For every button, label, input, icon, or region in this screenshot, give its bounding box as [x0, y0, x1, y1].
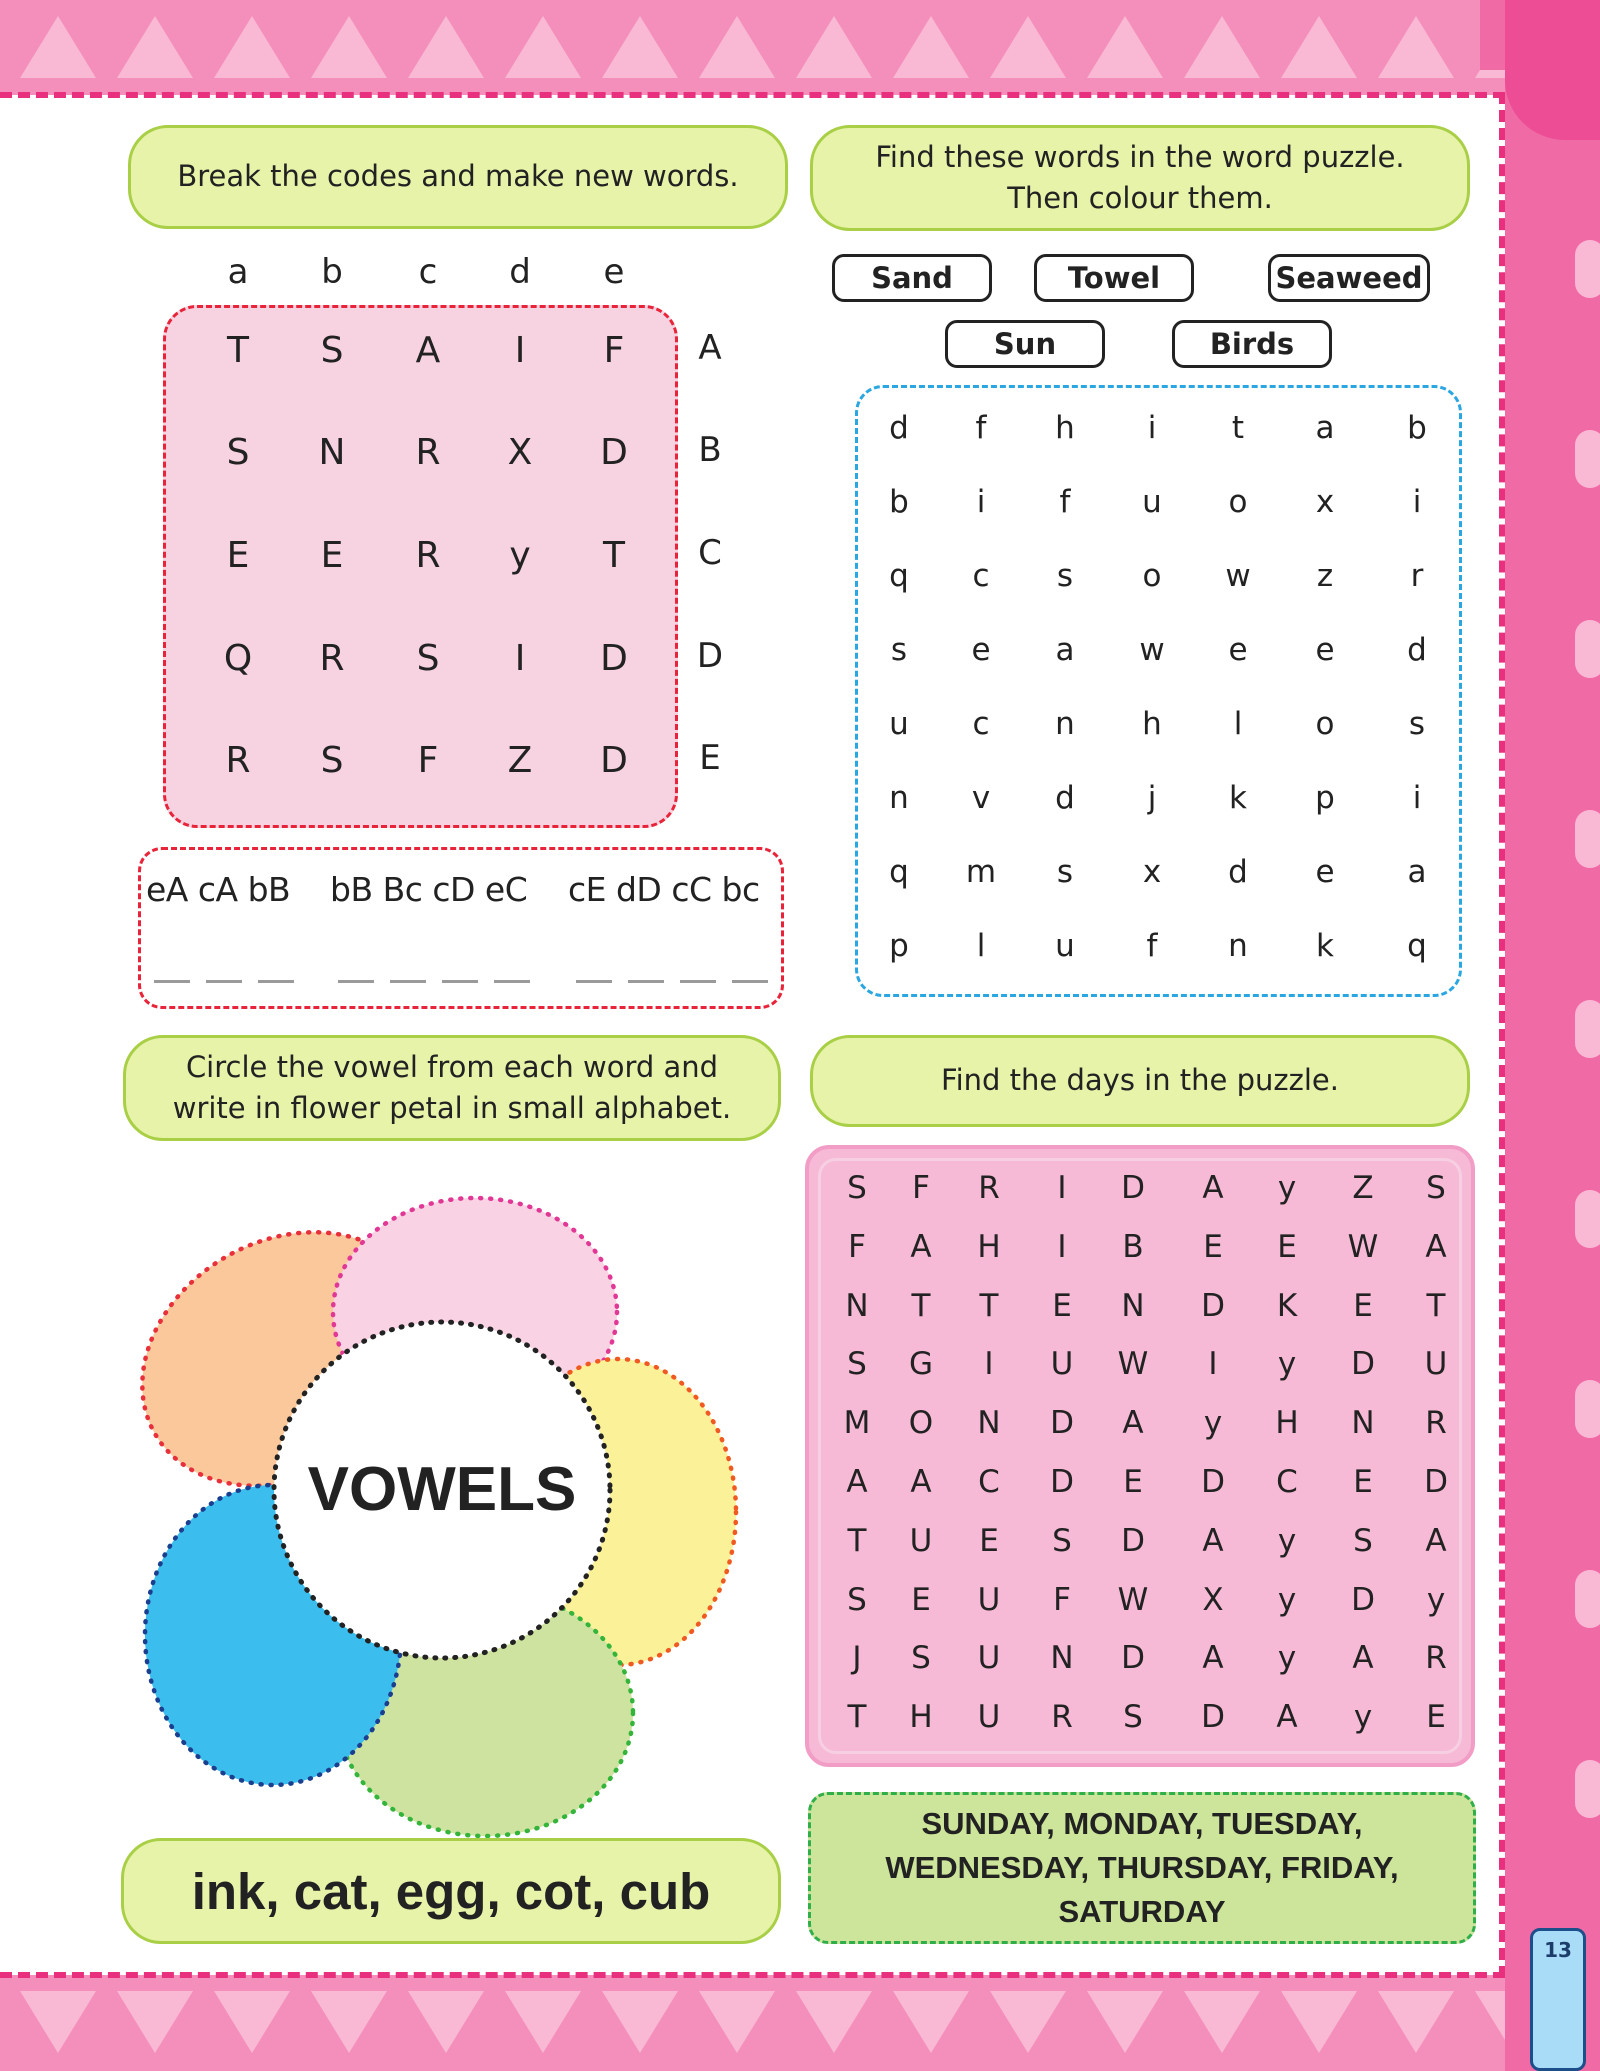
days-grid-letter[interactable]: F [1053, 1581, 1071, 1618]
decorative-triangle [408, 1991, 484, 2053]
bottom-border-band [0, 1975, 1600, 2071]
code-grid-cell: S [320, 740, 344, 781]
word-grid-letter[interactable]: n [889, 780, 909, 816]
days-grid-letter[interactable]: y [1277, 1581, 1297, 1618]
days-grid-letter[interactable]: D [1121, 1170, 1145, 1206]
word-grid-letter[interactable]: h [1142, 706, 1162, 742]
days-grid-letter[interactable]: T [979, 1287, 999, 1324]
answer-blank[interactable] [628, 980, 664, 983]
word-grid-letter[interactable]: t [1231, 410, 1245, 446]
days-grid-letter[interactable]: A [1425, 1522, 1447, 1559]
days-grid-letter[interactable]: S [1123, 1699, 1143, 1736]
days-grid-letter[interactable]: A [1122, 1405, 1144, 1442]
days-grid-letter[interactable]: U [909, 1522, 933, 1559]
row-label: C [698, 533, 722, 573]
decorative-triangle [408, 16, 484, 78]
days-grid-letter[interactable]: I [1208, 1346, 1218, 1383]
answer-blank[interactable] [732, 980, 768, 983]
days-grid-letter[interactable]: E [1353, 1287, 1373, 1324]
word-grid-letter[interactable]: i [1147, 410, 1157, 446]
word-grid-letter[interactable]: d [1407, 632, 1427, 668]
sidebar-decoration [1575, 620, 1600, 678]
decorative-triangle [311, 1991, 387, 2053]
page-dashed-border [1499, 92, 1505, 1978]
word-grid-letter[interactable]: e [971, 632, 991, 668]
days-grid-letter[interactable]: S [847, 1581, 867, 1618]
page-dashed-border [0, 1972, 1505, 1978]
word-grid-letter[interactable]: i [1412, 780, 1422, 816]
days-grid-letter[interactable]: D [1351, 1581, 1375, 1618]
word-grid-letter[interactable]: o [1228, 484, 1248, 520]
days-grid-letter[interactable]: R [1425, 1405, 1447, 1442]
row-label: D [696, 636, 724, 676]
days-grid-letter[interactable]: F [848, 1228, 866, 1265]
word-grid-letter[interactable]: n [1228, 928, 1248, 964]
word-grid-letter[interactable]: f [1059, 484, 1071, 520]
code-grid-cell: y [509, 535, 531, 576]
sidebar-decoration [1575, 1570, 1600, 1628]
word-grid-letter[interactable]: e [1315, 854, 1335, 890]
word-grid-letter[interactable]: q [889, 558, 909, 594]
decorative-triangle [602, 16, 678, 78]
days-grid-letter[interactable]: y [1277, 1170, 1297, 1206]
days-grid-letter[interactable]: U [1050, 1346, 1074, 1383]
decorative-triangle [505, 1991, 581, 2053]
days-grid-letter[interactable]: y [1203, 1405, 1223, 1442]
word-grid-letter[interactable]: u [1055, 928, 1075, 964]
answer-blank[interactable] [576, 980, 612, 983]
days-grid-letter[interactable]: E [979, 1522, 999, 1559]
word-grid-letter[interactable]: p [889, 928, 909, 964]
code-grid-cell: R [415, 432, 441, 473]
days-grid-letter[interactable]: y [1277, 1522, 1297, 1559]
decorative-triangle [990, 16, 1066, 78]
days-grid-letter[interactable]: A [1425, 1228, 1447, 1265]
days-grid-letter[interactable]: U [1424, 1346, 1448, 1383]
decorative-triangle [699, 16, 775, 78]
decorative-triangle [1281, 1991, 1357, 2053]
code-grid-cell: I [514, 638, 526, 679]
column-label: b [321, 252, 343, 292]
page-dashed-border [0, 92, 1505, 98]
days-grid-letter[interactable]: S [1052, 1522, 1072, 1559]
code-grid-cell: A [415, 330, 441, 371]
vowel-words-box [121, 1838, 781, 1944]
days-grid-letter[interactable]: W [1347, 1228, 1379, 1265]
code-grid-cell: D [600, 432, 628, 473]
days-grid-letter[interactable]: E [1203, 1228, 1223, 1265]
word-to-find: Sand [832, 254, 992, 302]
word-grid-letter[interactable]: b [889, 484, 909, 520]
decorative-triangle [1184, 1991, 1260, 2053]
days-grid-letter[interactable]: A [910, 1228, 932, 1265]
code-group: eA cA bB [146, 870, 291, 909]
code-grid-cell: N [318, 432, 346, 473]
days-grid-letter[interactable]: N [845, 1287, 869, 1324]
word-grid-letter[interactable]: i [1412, 484, 1422, 520]
days-grid-letter[interactable]: T [1426, 1287, 1446, 1324]
flower-center-label: VOWELS [307, 1455, 577, 1524]
days-grid-letter[interactable]: I [1057, 1170, 1067, 1206]
days-list-line: SUNDAY, MONDAY, TUESDAY, [921, 1805, 1363, 1841]
days-grid-letter[interactable]: R [1051, 1699, 1073, 1736]
decorative-triangle [20, 16, 96, 78]
days-grid-letter[interactable]: A [1276, 1699, 1298, 1736]
days-grid-letter[interactable]: X [1202, 1581, 1224, 1618]
instruction-text: Circle the vowel from each word and write in flower petal in small alphabet. [172, 1049, 732, 1125]
decorative-triangle [1184, 16, 1260, 78]
word-search-box [855, 385, 1462, 997]
word-grid-letter[interactable]: q [889, 854, 909, 890]
days-grid-letter[interactable]: R [1425, 1640, 1447, 1677]
days-grid-letter[interactable]: D [1121, 1522, 1145, 1559]
days-grid-letter[interactable]: S [847, 1170, 867, 1206]
word-grid-letter[interactable]: s [890, 632, 908, 668]
answer-blank[interactable] [206, 980, 242, 983]
sidebar-decoration [1575, 1760, 1600, 1818]
code-grid-cell: T [603, 535, 625, 576]
answer-blank[interactable] [390, 980, 426, 983]
days-grid-letter[interactable]: I [984, 1346, 994, 1383]
days-grid-letter[interactable]: O [908, 1405, 934, 1442]
code-grid-cell: X [507, 432, 533, 473]
word-grid-letter[interactable]: x [1315, 484, 1335, 520]
word-grid-letter[interactable]: l [1233, 706, 1243, 742]
days-grid-letter[interactable]: y [1353, 1699, 1373, 1736]
sidebar-decoration [1575, 430, 1600, 488]
decorative-triangle [796, 1991, 872, 2053]
days-grid-letter[interactable]: M [843, 1405, 871, 1442]
word-grid-letter[interactable]: v [971, 780, 991, 816]
word-grid-letter[interactable]: w [1225, 558, 1251, 594]
days-grid-letter[interactable]: U [977, 1581, 1001, 1618]
instruction-text: Find these words in the word puzzle. Then colour them. [875, 139, 1405, 215]
days-grid-letter[interactable]: W [1117, 1581, 1149, 1618]
sidebar-decoration [1575, 1380, 1600, 1438]
word-grid-letter[interactable]: s [1056, 854, 1074, 890]
days-grid-letter[interactable]: A [1202, 1170, 1224, 1206]
word-grid-letter[interactable]: e [1228, 632, 1248, 668]
word-to-find: Birds [1172, 320, 1332, 368]
days-grid-letter[interactable]: D [1201, 1287, 1225, 1324]
word-grid-letter[interactable]: k [1229, 780, 1247, 816]
word-grid-letter[interactable]: o [1142, 558, 1162, 594]
word-grid-letter[interactable]: u [1142, 484, 1162, 520]
decorative-triangle [1378, 1991, 1454, 2053]
row-label: E [699, 738, 721, 778]
decorative-triangle [796, 16, 872, 78]
days-grid-letter[interactable]: D [1201, 1699, 1225, 1736]
days-grid-letter[interactable]: N [1050, 1640, 1074, 1677]
days-list-box [808, 1792, 1476, 1944]
word-grid-letter[interactable]: x [1142, 854, 1162, 890]
code-grid-cell: D [600, 638, 628, 679]
word-grid-letter[interactable]: d [1228, 854, 1248, 890]
days-grid-letter[interactable]: N [1121, 1287, 1145, 1324]
days-grid-letter[interactable]: A [1202, 1640, 1224, 1677]
code-grid-cell: F [417, 740, 439, 781]
decorative-triangle [214, 16, 290, 78]
days-grid-letter[interactable]: J [852, 1640, 862, 1677]
word-grid-letter[interactable]: e [1315, 632, 1335, 668]
code-grid-cell: S [226, 432, 250, 473]
answer-blank[interactable] [258, 980, 294, 983]
decorative-triangle [1087, 16, 1163, 78]
word-grid-letter[interactable]: c [972, 558, 990, 594]
top-border-band [0, 0, 1600, 95]
days-grid-letter[interactable]: T [847, 1522, 867, 1559]
days-list-line: WEDNESDAY, THURSDAY, FRIDAY, [885, 1849, 1399, 1885]
word-grid-letter[interactable]: u [889, 706, 909, 742]
column-label: c [418, 252, 438, 292]
days-grid-letter[interactable]: U [977, 1699, 1001, 1736]
column-label: d [509, 252, 531, 292]
code-grid-cell: F [603, 330, 625, 371]
answer-blank[interactable] [680, 980, 716, 983]
word-grid-letter[interactable]: b [1407, 410, 1427, 446]
code-grid-cell: D [600, 740, 628, 781]
word-grid-letter[interactable]: a [1315, 410, 1335, 446]
decorative-triangle [1087, 1991, 1163, 2053]
days-grid-letter[interactable]: E [1353, 1464, 1373, 1500]
row-label: B [698, 430, 722, 470]
word-grid-letter[interactable]: l [976, 928, 986, 964]
instruction-text: Find the days in the puzzle. [941, 1063, 1339, 1098]
decorative-triangle [117, 1991, 193, 2053]
days-grid-letter[interactable]: G [908, 1346, 934, 1383]
days-grid-letter[interactable]: B [1122, 1228, 1144, 1265]
days-grid-letter[interactable]: A [1202, 1522, 1224, 1559]
word-search-instruction [810, 125, 1470, 231]
sidebar-decoration [1575, 1190, 1600, 1248]
days-grid-letter[interactable]: R [978, 1170, 1000, 1206]
decorative-triangle [117, 16, 193, 78]
sidebar-decoration [1575, 240, 1600, 298]
decorative-triangle [1378, 16, 1454, 78]
days-grid-letter[interactable]: H [909, 1699, 933, 1736]
decorative-triangle [20, 1991, 96, 2053]
days-grid-letter[interactable]: S [1426, 1170, 1446, 1206]
decorative-triangle [699, 1991, 775, 2053]
days-grid-letter[interactable]: E [1277, 1228, 1297, 1265]
days-grid-letter[interactable]: D [1050, 1405, 1074, 1442]
answer-blank[interactable] [494, 980, 530, 983]
code-grid-cell: T [227, 330, 249, 371]
code-group: cE dD cC bc [568, 870, 760, 909]
word-grid-letter[interactable]: f [975, 410, 987, 446]
code-grid-cell: R [319, 638, 345, 679]
answer-blank[interactable] [442, 980, 478, 983]
days-grid-letter[interactable]: S [1353, 1522, 1373, 1559]
word-grid-letter[interactable]: s [1056, 558, 1074, 594]
corner-flap [1505, 0, 1600, 140]
code-grid-cell: R [415, 535, 441, 576]
days-grid-letter[interactable]: H [977, 1228, 1001, 1265]
days-instruction [810, 1035, 1470, 1127]
code-grid-cell: Z [507, 740, 533, 781]
word-grid-letter[interactable]: d [1055, 780, 1075, 816]
code-group: bB Bc cD eC [330, 870, 528, 909]
answer-blank[interactable] [338, 980, 374, 983]
row-label: A [698, 328, 722, 368]
word-to-find: Seaweed [1268, 254, 1430, 302]
days-grid-letter[interactable]: T [847, 1699, 867, 1736]
word-grid-letter[interactable]: d [889, 410, 909, 446]
word-to-find: Sun [945, 320, 1105, 368]
days-grid-letter[interactable]: S [911, 1640, 931, 1677]
word-grid-letter[interactable]: h [1055, 410, 1075, 446]
decorative-triangle [1281, 16, 1357, 78]
days-grid-letter[interactable]: A [846, 1464, 868, 1500]
column-label: e [603, 252, 625, 292]
sidebar-decoration [1575, 810, 1600, 868]
sidebar-decoration [1575, 1000, 1600, 1058]
word-grid-letter[interactable]: a [1407, 854, 1427, 890]
code-grid-cell: S [416, 638, 440, 679]
word-grid-letter[interactable]: c [972, 706, 990, 742]
code-grid-cell: R [225, 740, 251, 781]
days-grid-letter[interactable]: T [911, 1287, 931, 1324]
word-grid-letter[interactable]: k [1316, 928, 1334, 964]
days-grid-letter[interactable]: W [1117, 1346, 1149, 1383]
word-grid-letter[interactable]: n [1055, 706, 1075, 742]
decorative-triangle [990, 1991, 1066, 2053]
vowel-words: ink, cat, egg, cot, cub [191, 1862, 711, 1920]
days-grid-letter[interactable]: S [847, 1346, 867, 1383]
days-grid-letter[interactable]: D [1424, 1464, 1448, 1500]
days-grid-letter[interactable]: E [1123, 1464, 1143, 1500]
column-label: a [227, 252, 249, 292]
days-grid-letter[interactable]: E [911, 1581, 931, 1618]
word-grid-letter[interactable]: r [1410, 558, 1424, 594]
word-grid-letter[interactable]: o [1315, 706, 1335, 742]
decorative-triangle [602, 1991, 678, 2053]
decorative-triangle [214, 1991, 290, 2053]
instruction-text: Break the codes and make new words. [177, 159, 739, 194]
days-grid-letter[interactable]: A [910, 1464, 932, 1500]
word-grid-letter[interactable]: w [1139, 632, 1165, 668]
days-list-line: SATURDAY [1058, 1894, 1226, 1930]
decorative-triangle [893, 16, 969, 78]
code-grid-cell: I [514, 330, 526, 371]
word-grid-letter[interactable]: i [976, 484, 986, 520]
days-grid-letter[interactable]: C [978, 1464, 1000, 1500]
vowel-instruction [123, 1035, 781, 1141]
word-grid-letter[interactable]: z [1316, 558, 1334, 594]
days-grid-letter[interactable]: D [1121, 1640, 1145, 1677]
days-grid-letter[interactable]: D [1050, 1464, 1074, 1500]
code-grid-cell: S [320, 330, 344, 371]
days-grid-letter[interactable]: E [1052, 1287, 1072, 1324]
days-grid-letter[interactable]: y [1426, 1581, 1446, 1618]
days-grid-letter[interactable]: U [977, 1640, 1001, 1677]
days-grid-letter[interactable]: C [1276, 1464, 1298, 1500]
answer-blank[interactable] [154, 980, 190, 983]
code-grid-cell: E [320, 535, 344, 576]
days-grid-letter[interactable]: D [1351, 1346, 1375, 1383]
days-grid-letter[interactable]: y [1277, 1640, 1297, 1677]
days-grid-letter[interactable]: N [977, 1405, 1001, 1442]
days-grid-letter[interactable]: I [1057, 1228, 1067, 1265]
word-grid-letter[interactable]: p [1315, 780, 1335, 816]
days-grid-letter[interactable]: E [1426, 1699, 1446, 1736]
days-grid-letter[interactable]: N [1351, 1405, 1375, 1442]
word-grid-letter[interactable]: m [965, 854, 997, 890]
word-grid-letter[interactable]: s [1408, 706, 1426, 742]
decorative-triangle [505, 16, 581, 78]
days-grid-letter[interactable]: Z [1352, 1170, 1374, 1206]
word-grid-letter[interactable]: q [1407, 928, 1427, 964]
days-grid-letter[interactable]: H [1275, 1405, 1299, 1442]
days-grid-letter[interactable]: F [912, 1170, 930, 1206]
code-grid-cell: Q [223, 638, 253, 679]
word-to-find: Towel [1034, 254, 1194, 302]
days-grid-letter[interactable]: D [1201, 1464, 1225, 1500]
decorative-triangle [893, 1991, 969, 2053]
days-grid-letter[interactable]: y [1277, 1346, 1297, 1383]
word-grid-letter[interactable]: a [1055, 632, 1075, 668]
code-puzzle-instruction [128, 125, 788, 229]
word-grid-letter[interactable]: f [1146, 928, 1158, 964]
page-number: 13 [1544, 1938, 1572, 1962]
days-grid-letter[interactable]: A [1352, 1640, 1374, 1677]
vowel-flower [120, 1160, 780, 1840]
code-grid-cell: E [226, 535, 250, 576]
days-grid-letter[interactable]: K [1276, 1287, 1298, 1324]
decorative-triangle [311, 16, 387, 78]
word-grid-letter[interactable]: j [1147, 780, 1157, 816]
